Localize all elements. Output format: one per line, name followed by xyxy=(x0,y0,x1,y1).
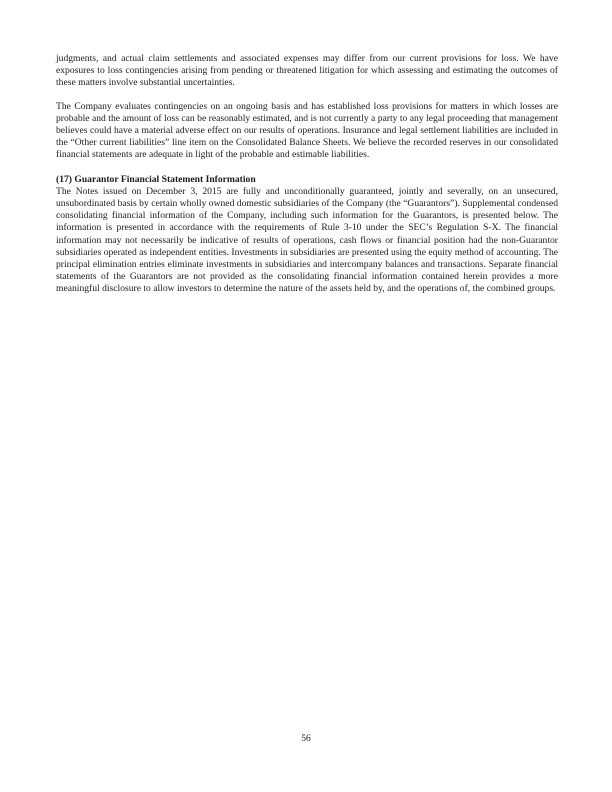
paragraph-guarantor-info: The Notes issued on December 3, 2015 are fully and unconditionally guaranteed, jointly and severally, on an unsecured, unsubordinated basis by certain wholly owned domestic subsidiaries of the Company (the “Guarantors”). Supplemental condensed consolidating financial information of the Company, including such information for the Guarantors, is presented below. The information is presented in accordance with the requirements of Rule 3-10 under the SEC’s Regulation S-X. The financial information may not necessarily be indicative of results of operations, cash flows or financial position had the non-Guarantor subsidiaries operated as independent entities. Investments in subsidiaries are presented using the equity method of accounting. The principal elimination entries eliminate investments in subsidiaries and intercompany balances and transactions. Separate financial statements of the Guarantors are not provided as the consolidating financial information contained herein provides a more meaningful disclosure to allow investors to determine the nature of the assets held by, and the operations of, the combined groups. xyxy=(56,185,558,295)
paragraph-contingencies: The Company evaluates contingencies on an ongoing basis and has established loss provisions for matters in which losses are probable and the amount of loss can be reasonably estimated, and is not currently a party to any legal proceeding that management believes could have a material adverse effect on our results of operations. Insurance and legal settlement liabilities are included in the “Other current liabilities” line item on the Consolidated Balance Sheets. We believe the recorded reserves in our consolidated financial statements are adequate in light of the probable and estimable liabilities. xyxy=(56,100,558,161)
paragraph-loss-provisions: judgments, and actual claim settlements and associated expenses may differ from our current provisions for loss. We have exposures to loss contingencies arising from pending or threatened litigation for which assessing and estimating the outcomes of these matters involve substantial uncertainties. xyxy=(56,53,558,89)
page-number: 56 xyxy=(301,733,311,744)
page-content xyxy=(56,53,558,296)
section-heading-guarantor: (17) Guarantor Financial Statement Information xyxy=(56,173,256,185)
